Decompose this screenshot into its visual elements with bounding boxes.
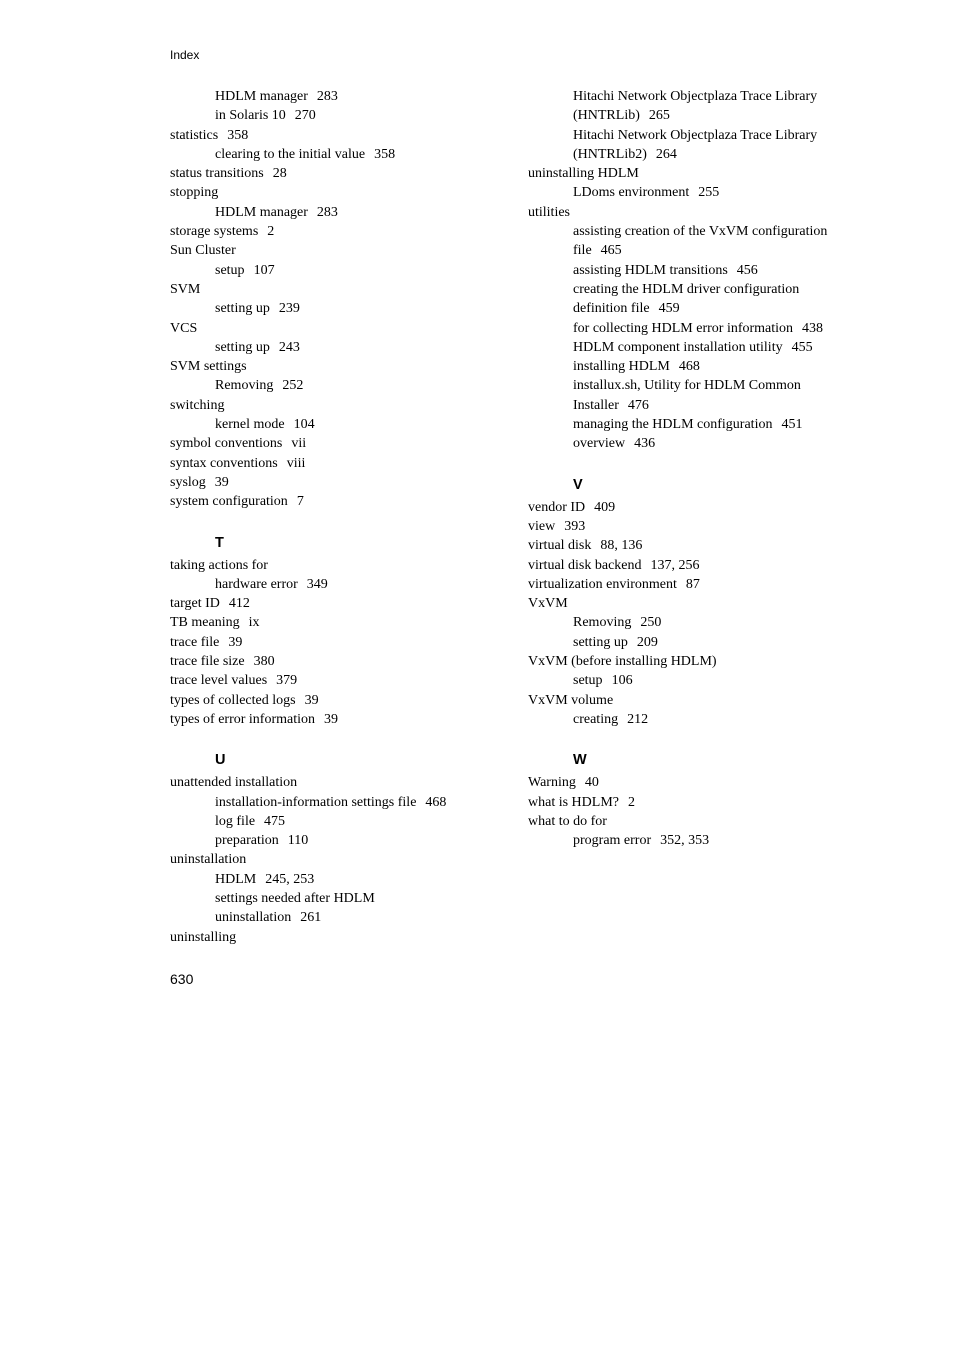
index-entry [170,928,510,947]
index-page-ref: 476 [627,397,649,413]
index-subentry [170,831,510,850]
index-page-ref: 107 [253,262,275,278]
index-term: SVM settings [170,359,247,375]
index-section-heading: T [215,534,224,551]
index-term: uninstalling HDLM [528,166,639,182]
index-subentry [528,415,858,434]
page-number: 630 [170,971,194,987]
index-entry [170,454,510,473]
index-page-ref: 39 [228,634,243,650]
index-term: uninstallation [170,852,247,868]
running-head: Index [170,48,200,62]
index-term: utilities [528,204,570,220]
index-term: virtual disk backend [528,557,642,573]
index-entry [170,652,510,671]
index-term: Warning [528,775,576,791]
index-entry [170,183,510,202]
index-entry [170,691,510,710]
index-page-ref: 409 [594,499,616,515]
index-subentry [170,575,510,594]
index-page-ref: 261 [300,910,322,926]
index-page-ref: 39 [324,711,339,727]
index-entry [170,222,510,241]
index-page-ref: 39 [214,474,229,490]
index-subentry [170,203,510,222]
index-subentry [528,299,858,318]
index-term: creating the HDLM driver configuration [573,281,800,297]
index-entry [528,594,858,613]
index-page-ref: 283 [316,89,338,104]
index-subentry [528,126,858,145]
index-subentry [528,613,858,632]
index-term: vendor ID [528,499,586,515]
index-entry [528,203,858,222]
index-term: VCS [170,320,198,336]
index-section-heading: W [573,752,587,769]
index-page-ref: 110 [287,833,309,849]
index-subentry [170,338,510,357]
index-entry [528,536,858,555]
index-page-ref: vii [291,436,307,452]
index-term: preparation [215,833,279,849]
index-entry [170,126,510,145]
index-page-ref: 87 [685,576,700,592]
index-subentry [170,889,510,908]
index-section-heading: V [573,476,583,493]
index-term: installation-information settings file [215,794,417,810]
index-term: program error [573,833,652,849]
index-subentry [170,299,510,318]
index-subentry [528,671,858,690]
index-entry [528,652,858,671]
index-page-ref: 250 [640,615,662,631]
index-entry [528,812,858,831]
index-term: types of error information [170,711,316,727]
index-subentry [528,633,858,652]
index-entry [170,241,510,260]
index-subentry [528,87,858,106]
index-page-ref: 459 [658,301,680,317]
index-entry [170,357,510,376]
index-term: (HNTRLib) [573,108,640,124]
index-entry [170,613,510,632]
index-term: hardware error [215,576,298,592]
index-page-ref: 209 [636,634,658,650]
index-term: for collecting HDLM error information [573,320,794,336]
index-entry [170,633,510,652]
index-term: VxVM (before installing HDLM) [528,654,717,670]
index-entry [170,164,510,183]
index-term: VxVM [528,596,568,612]
index-subentry [528,710,858,729]
index-page-ref: 39 [304,692,319,708]
index-page-ref: 243 [278,339,300,355]
index-page-ref: 264 [655,146,677,162]
index-term: setting up [573,634,628,650]
index-subentry [170,87,510,106]
index-term: Hitachi Network Objectplaza Trace Library [573,89,818,104]
index-term: kernel mode [215,417,285,433]
index-subentry [528,831,858,850]
index-term: types of collected logs [170,692,296,708]
index-page-ref: 239 [278,301,300,317]
index-entry [528,498,858,517]
index-subentry [170,812,510,831]
index-section-heading: U [215,752,226,769]
index-page-ref: 349 [306,576,328,592]
index-term: TB meaning [170,615,240,631]
index-subentry [170,415,510,434]
index-entry [170,710,510,729]
index-subentry [528,106,858,125]
index-page-ref: 475 [264,813,286,829]
index-entry [170,671,510,690]
index-entry [528,691,858,710]
index-entry [528,575,858,594]
index-subentry [170,261,510,280]
index-term: creating [573,711,619,727]
index-page-ref: 358 [227,127,249,143]
index-term: HDLM manager [215,89,308,104]
index-term: log file [215,813,256,829]
index-page-ref: ix [248,615,260,631]
index-page-ref: 265 [648,108,670,124]
index-entry [170,280,510,299]
index-page-ref: 212 [627,711,649,727]
index-entry [170,594,510,613]
index-page-ref: 438 [802,320,824,336]
index-term: virtual disk [528,538,592,554]
index-subentry [170,106,510,125]
index-subentry [170,793,510,812]
index-term: what to do for [528,813,607,829]
index-page-ref: 468 [678,359,700,375]
index-page-ref: 465 [600,243,622,259]
index-subentry [170,870,510,889]
index-term: (HNTRLib2) [573,146,647,162]
index-page-ref: 106 [611,673,633,689]
index-entry [170,850,510,869]
index-page-ref: 468 [425,794,447,810]
index-page-ref: 412 [228,596,250,612]
index-subentry [528,183,858,202]
index-page-ref: 7 [296,494,304,510]
index-term: setup [215,262,245,278]
index-subentry [528,222,858,241]
index-term: switching [170,397,225,413]
index-term: in Solaris 10 [215,108,286,124]
index-page-ref: 252 [282,378,304,394]
index-term: assisting creation of the VxVM configuration [573,224,828,240]
index-term: file [573,243,592,259]
index-subentry [528,145,858,164]
index-term: definition file [573,301,650,317]
index-entry [170,396,510,415]
index-term: uninstallation [215,910,292,926]
index-term: Sun Cluster [170,243,236,259]
index-term: symbol conventions [170,436,283,452]
index-term: installing HDLM [573,359,670,375]
index-term: syntax conventions [170,455,278,471]
index-subentry [528,280,858,299]
index-entry [528,793,858,812]
index-term: Installer [573,397,619,413]
index-page-ref: 436 [634,436,656,452]
index-term: virtualization environment [528,576,677,592]
index-term: LDoms environment [573,185,690,201]
index-term: trace level values [170,673,268,689]
index-page-ref: 393 [564,518,586,534]
index-page-ref: 379 [276,673,298,689]
index-column-right [528,87,858,850]
index-page-ref: 456 [736,262,758,278]
index-term: managing the HDLM configuration [573,417,773,433]
index-entry [528,773,858,792]
index-term: system configuration [170,494,288,510]
index-term: what is HDLM? [528,794,619,810]
index-page-ref: 28 [272,166,287,182]
index-subentry [528,241,858,260]
index-subentry [528,376,858,395]
index-page-ref: 451 [781,417,803,433]
index-term: stopping [170,185,219,201]
index-term: unattended installation [170,775,298,791]
index-term: setting up [215,339,270,355]
index-entry [170,556,510,575]
index-page-ref: viii [286,455,306,471]
index-term: trace file size [170,654,245,670]
index-entry [528,164,858,183]
index-term: uninstalling [170,929,237,945]
index-term: setup [573,673,603,689]
index-subentry [528,319,858,338]
index-page-ref: 358 [374,146,396,162]
index-term: syslog [170,474,206,490]
index-entry [170,319,510,338]
index-page-ref: 255 [698,185,720,201]
index-page-ref: 104 [293,417,315,433]
index-term: storage systems [170,224,259,240]
index-term: HDLM [215,871,257,887]
index-subentry [170,376,510,395]
index-term: installux.sh, Utility for HDLM Common [573,378,801,394]
index-page-ref: 455 [791,339,813,355]
index-page-ref: 270 [294,108,316,124]
index-entry [170,434,510,453]
index-page-ref: 88, 136 [600,538,643,554]
index-term: Removing [215,378,274,394]
index-term: clearing to the initial value [215,146,366,162]
index-entry [528,556,858,575]
index-term: view [528,518,556,534]
index-subentry [528,357,858,376]
index-column-left [170,87,510,947]
index-page-ref: 283 [316,204,338,220]
index-term: trace file [170,634,220,650]
index-page-ref: 137, 256 [650,557,700,573]
index-subentry [528,396,858,415]
index-subentry [170,908,510,927]
index-subentry [170,145,510,164]
index-term: Removing [573,615,632,631]
index-term: overview [573,436,626,452]
index-term: assisting HDLM transitions [573,262,728,278]
index-term: status transitions [170,166,264,182]
index-term: Hitachi Network Objectplaza Trace Library [573,127,818,143]
index-term: settings needed after HDLM [215,890,375,906]
index-page-ref: 380 [253,654,275,670]
index-subentry [528,338,858,357]
index-page-ref: 352, 353 [660,833,710,849]
index-page-ref: 2 [628,794,635,810]
index-term: statistics [170,127,219,143]
index-term: taking actions for [170,557,268,573]
index-term: setting up [215,301,270,317]
index-term: HDLM manager [215,204,308,220]
index-term: VxVM volume [528,692,614,708]
index-term: SVM [170,281,201,297]
index-entry [170,473,510,492]
index-page-ref: 40 [584,775,599,791]
index-page-ref: 2 [267,224,275,240]
index-entry [170,773,510,792]
index-entry [528,517,858,536]
index-subentry [528,434,858,453]
index-page-ref: 245, 253 [265,871,315,887]
index-term: HDLM component installation utility [573,339,783,355]
index-entry [170,492,510,511]
index-term: target ID [170,596,220,612]
index-subentry [528,261,858,280]
